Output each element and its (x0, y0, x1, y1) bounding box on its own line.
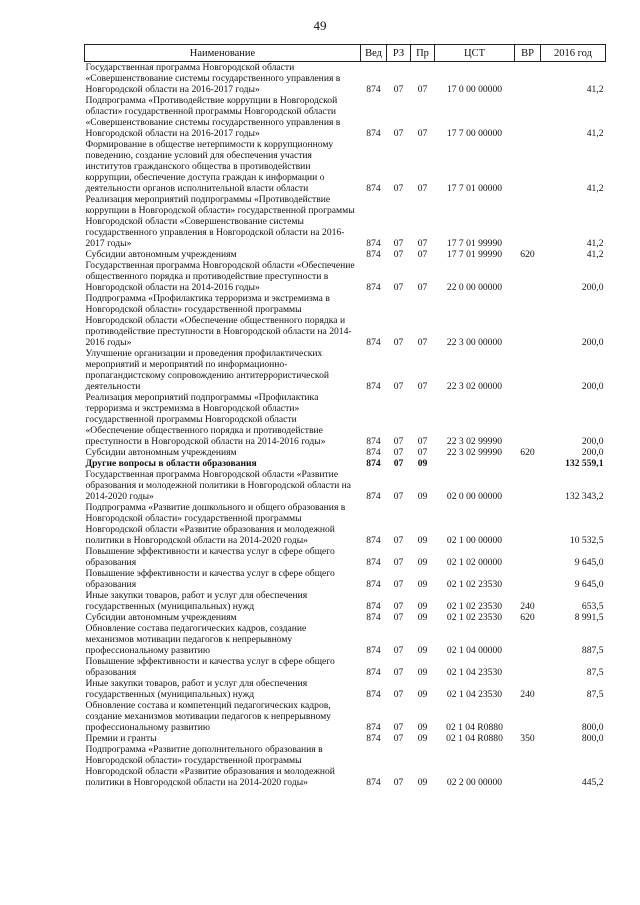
row-cst: 17 7 01 99990 (446, 238, 503, 249)
table-row (85, 447, 606, 458)
row-rz: 07 (393, 249, 404, 260)
row-vr (515, 293, 541, 348)
row-pr: 07 (417, 337, 428, 348)
row-name: Государственная программа Новгородской области «Развитие образования и молодежной политики в Новгородской области на 2014-2020 годы» (85, 469, 352, 502)
table-row (85, 249, 606, 260)
row-rz: 07 (393, 84, 404, 95)
row-vr (515, 392, 541, 447)
table-row (85, 139, 606, 194)
table-row (85, 469, 606, 502)
row-vr (515, 700, 541, 733)
row-vr (515, 744, 541, 788)
row-ved: 874 (366, 282, 381, 293)
row-name: Подпрограмма «Противодействие коррупции в Новгородской области» государственной программы Новгородской области «Совершенствование системы государственного управления в Новгородской области на 2016-2017 годы» (85, 95, 341, 139)
row-name: Субсидии автономным учреждениям (85, 612, 237, 623)
row-ved: 874 (366, 612, 381, 623)
row-vr: 240 (520, 601, 535, 612)
table-row (85, 458, 606, 469)
table-row (85, 546, 606, 568)
row-pr: 07 (417, 249, 428, 260)
row-amount: 132 343,2 (565, 491, 604, 502)
row-pr: 07 (417, 436, 428, 447)
row-rz: 07 (393, 722, 404, 733)
row-name: Субсидии автономным учреждениям (85, 447, 237, 458)
row-amount: 41,2 (586, 84, 604, 95)
row-pr: 09 (417, 458, 428, 469)
row-name: Подпрограмма «Развитие дошкольного и общего образования в Новгородской области» государственной программы Новгородской области «Развитие образования и молодежной политики в Новгородской области на 2014-2020 годы» (85, 502, 346, 546)
table-row (85, 590, 606, 612)
row-cst: 02 1 04 23530 (446, 667, 503, 678)
row-cst: 02 1 02 23530 (446, 612, 503, 623)
row-name: Формирование в обществе нетерпимости к коррупционному поведению, создание условий для обеспечения участия институтов гражданского общества в противодействии коррупции, обеспечение доступа граждан к информации о деятельности органов исполнительной власти области (85, 139, 334, 194)
row-pr: 07 (417, 128, 428, 139)
row-pr: 09 (417, 612, 428, 623)
row-ved: 874 (366, 645, 381, 656)
table-row (85, 568, 606, 590)
row-ved: 874 (366, 535, 381, 546)
row-amount: 41,2 (586, 183, 604, 194)
row-cst: 02 1 02 23530 (446, 579, 503, 590)
row-amount: 41,2 (586, 238, 604, 249)
row-rz: 07 (393, 557, 404, 568)
table-row (85, 623, 606, 656)
row-name: Повышение эффективности и качества услуг в сфере общего образования (85, 546, 335, 568)
col-header-vr: ВР (515, 45, 541, 62)
row-ved: 874 (366, 689, 381, 700)
row-ved: 874 (366, 777, 381, 788)
row-rz: 07 (393, 645, 404, 656)
row-cst: 02 1 00 00000 (446, 535, 503, 546)
row-name: Субсидии автономным учреждениям (85, 249, 237, 260)
row-name: Реализация мероприятий подпрограммы «Профилактика терроризма и экстремизма в Новгородской области» государственной программы Новгородской области «Обеспечение общественного порядка и противодействие преступности в Новгородской области на 2014-2016 годы» (85, 392, 326, 447)
row-ved: 874 (366, 436, 381, 447)
col-header-name: Наименование (85, 45, 361, 62)
row-amount: 800,0 (581, 733, 604, 744)
row-name: Улучшение организации и проведения профилактических мероприятий и мероприятий по информационно-пропагандистскому сопровождению антитеррористической деятельности (85, 348, 330, 392)
row-rz: 07 (393, 579, 404, 590)
budget-table (84, 44, 606, 788)
row-vr (515, 502, 541, 546)
table-row (85, 260, 606, 293)
row-amount: 9 645,0 (574, 557, 604, 568)
row-amount: 87,5 (586, 689, 604, 700)
row-amount: 200,0 (581, 282, 604, 293)
row-rz: 07 (393, 601, 404, 612)
row-pr: 09 (417, 557, 428, 568)
row-pr: 09 (417, 689, 428, 700)
row-ved: 874 (366, 722, 381, 733)
row-vr: 240 (520, 689, 535, 700)
row-cst: 22 3 00 00000 (446, 337, 503, 348)
row-amount: 200,0 (581, 436, 604, 447)
row-rz: 07 (393, 777, 404, 788)
col-header-cst: ЦСТ (435, 45, 515, 62)
row-vr: 620 (520, 249, 535, 260)
row-rz: 07 (393, 612, 404, 623)
row-ved: 874 (366, 667, 381, 678)
row-amount: 200,0 (581, 447, 604, 458)
row-name: Государственная программа Новгородской области «Совершенствование системы государственного управления в Новгородской области на 2016-2017 годы» (85, 62, 341, 95)
row-pr: 07 (417, 282, 428, 293)
row-cst: 02 1 02 00000 (446, 557, 503, 568)
row-cst (435, 458, 515, 469)
row-rz: 07 (393, 183, 404, 194)
row-ved: 874 (366, 579, 381, 590)
page-number: 49 (313, 18, 327, 33)
row-rz: 07 (393, 458, 404, 469)
table-row (85, 612, 606, 623)
row-rz: 07 (393, 282, 404, 293)
row-vr: 620 (520, 447, 535, 458)
row-name: Реализация мероприятий подпрограммы «Противодействие коррупции в Новгородской области» государственной программы Новгородской области «Совершенствование системы государственного управления в Новгородской области на 2016-2017 годы» (85, 194, 355, 249)
row-amount: 800,0 (581, 722, 604, 733)
table-body (85, 62, 606, 789)
row-cst: 17 0 00 00000 (446, 84, 503, 95)
row-cst: 17 7 01 99990 (446, 249, 503, 260)
col-header-amount: 2016 год (541, 45, 606, 62)
row-amount: 41,2 (586, 128, 604, 139)
row-vr: 350 (520, 733, 535, 744)
row-rz: 07 (393, 128, 404, 139)
table-header-row (85, 45, 606, 62)
row-rz: 07 (393, 381, 404, 392)
row-rz: 07 (393, 733, 404, 744)
row-cst: 22 3 02 99990 (446, 436, 503, 447)
row-cst: 17 7 01 00000 (446, 183, 503, 194)
table-row (85, 62, 606, 96)
row-cst: 22 3 02 00000 (446, 381, 503, 392)
row-rz: 07 (393, 535, 404, 546)
row-cst: 02 1 04 R0880 (446, 733, 503, 744)
row-cst: 22 3 02 99990 (446, 447, 503, 458)
row-ved: 874 (366, 458, 381, 469)
row-name: Иные закупки товаров, работ и услуг для обеспечения государственных (муниципальных) нужд (85, 678, 308, 700)
row-pr: 09 (417, 667, 428, 678)
row-cst: 02 1 04 R0880 (446, 722, 503, 733)
row-pr: 09 (417, 733, 428, 744)
table-row (85, 194, 606, 249)
table-row (85, 95, 606, 139)
row-vr (515, 260, 541, 293)
row-amount: 653,5 (581, 601, 604, 612)
row-vr (515, 656, 541, 678)
row-cst: 02 1 04 23530 (446, 689, 503, 700)
row-name: Повышение эффективности и качества услуг в сфере общего образования (85, 656, 335, 678)
row-rz: 07 (393, 689, 404, 700)
row-ved: 874 (366, 733, 381, 744)
row-rz: 07 (393, 238, 404, 249)
table-row (85, 348, 606, 392)
row-name: Подпрограмма «Развитие дополнительного образования в Новгородской области» государственной программы Новгородской области «Развитие образования и молодежной политики в Новгородской области на 2014-2020 годы» (85, 744, 335, 788)
row-name: Другие вопросы в области образования (85, 458, 257, 469)
table-row (85, 502, 606, 546)
row-vr (515, 139, 541, 194)
row-ved: 874 (366, 249, 381, 260)
row-pr: 09 (417, 579, 428, 590)
row-ved: 874 (366, 447, 381, 458)
row-name: Премии и гранты (85, 733, 157, 744)
row-amount: 10 532,5 (569, 535, 604, 546)
row-amount: 200,0 (581, 381, 604, 392)
row-name: Государственная программа Новгородской области «Обеспечение общественного порядка и противодействие преступности в Новгородской области на 2014-2016 годы» (85, 260, 355, 293)
row-vr (515, 546, 541, 568)
row-ved: 874 (366, 381, 381, 392)
row-cst: 22 0 00 00000 (446, 282, 503, 293)
row-ved: 874 (366, 557, 381, 568)
col-header-ved: Вед (361, 45, 387, 62)
table-row (85, 656, 606, 678)
row-cst: 02 2 00 00000 (446, 777, 503, 788)
row-amount: 9 645,0 (574, 579, 604, 590)
row-vr: 620 (520, 612, 535, 623)
row-pr: 09 (417, 491, 428, 502)
row-ved: 874 (366, 84, 381, 95)
row-vr (515, 623, 541, 656)
row-name: Подпрограмма «Профилактика терроризма и экстремизма в Новгородской области» государственной программы Новгородской области «Обеспечение общественного порядка и противодействие преступности в Новгородской области на 2014-2016 годы» (85, 293, 352, 348)
row-cst: 02 1 02 23530 (446, 601, 503, 612)
row-amount: 445,2 (581, 777, 604, 788)
row-pr: 07 (417, 84, 428, 95)
row-rz: 07 (393, 337, 404, 348)
row-ved: 874 (366, 601, 381, 612)
row-rz: 07 (393, 447, 404, 458)
row-pr: 07 (417, 447, 428, 458)
col-header-rz: РЗ (387, 45, 411, 62)
row-pr: 07 (417, 183, 428, 194)
row-vr (515, 95, 541, 139)
row-pr: 09 (417, 777, 428, 788)
row-vr (515, 469, 541, 502)
table-row (85, 392, 606, 447)
row-name: Повышение эффективности и качества услуг в сфере общего образования (85, 568, 335, 590)
row-rz: 07 (393, 436, 404, 447)
table-row (85, 733, 606, 744)
row-cst: 02 0 00 00000 (446, 491, 503, 502)
row-cst: 02 1 04 00000 (446, 645, 503, 656)
row-amount: 200,0 (581, 337, 604, 348)
row-amount: 132 559,1 (565, 458, 604, 469)
row-ved: 874 (366, 128, 381, 139)
row-ved: 874 (366, 337, 381, 348)
row-amount: 41,2 (586, 249, 604, 260)
table-row (85, 744, 606, 788)
row-amount: 87,5 (586, 667, 604, 678)
row-vr (515, 568, 541, 590)
row-vr (515, 194, 541, 249)
row-pr: 09 (417, 645, 428, 656)
row-cst: 17 7 00 00000 (446, 128, 503, 139)
row-amount: 887,5 (581, 645, 604, 656)
row-name: Обновление состава и компетенций педагогических кадров, создание механизмов мотивации педагогов к непрерывному профессиональному развитию (85, 700, 331, 733)
row-pr: 09 (417, 601, 428, 612)
row-name: Обновление состава педагогических кадров, создание механизмов мотивации педагогов к непрерывному профессиональному развитию (85, 623, 307, 656)
table-row (85, 700, 606, 733)
row-amount: 8 991,5 (574, 612, 604, 623)
row-pr: 09 (417, 535, 428, 546)
row-vr (515, 348, 541, 392)
row-name: Иные закупки товаров, работ и услуг для обеспечения государственных (муниципальных) нужд (85, 590, 308, 612)
row-rz: 07 (393, 491, 404, 502)
table-row (85, 293, 606, 348)
row-pr: 09 (417, 722, 428, 733)
row-vr (515, 458, 541, 469)
row-ved: 874 (366, 238, 381, 249)
row-rz: 07 (393, 667, 404, 678)
row-ved: 874 (366, 183, 381, 194)
row-pr: 07 (417, 238, 428, 249)
row-vr (515, 62, 541, 96)
row-pr: 07 (417, 381, 428, 392)
table-row (85, 678, 606, 700)
col-header-pr: Пр (411, 45, 435, 62)
row-ved: 874 (366, 491, 381, 502)
